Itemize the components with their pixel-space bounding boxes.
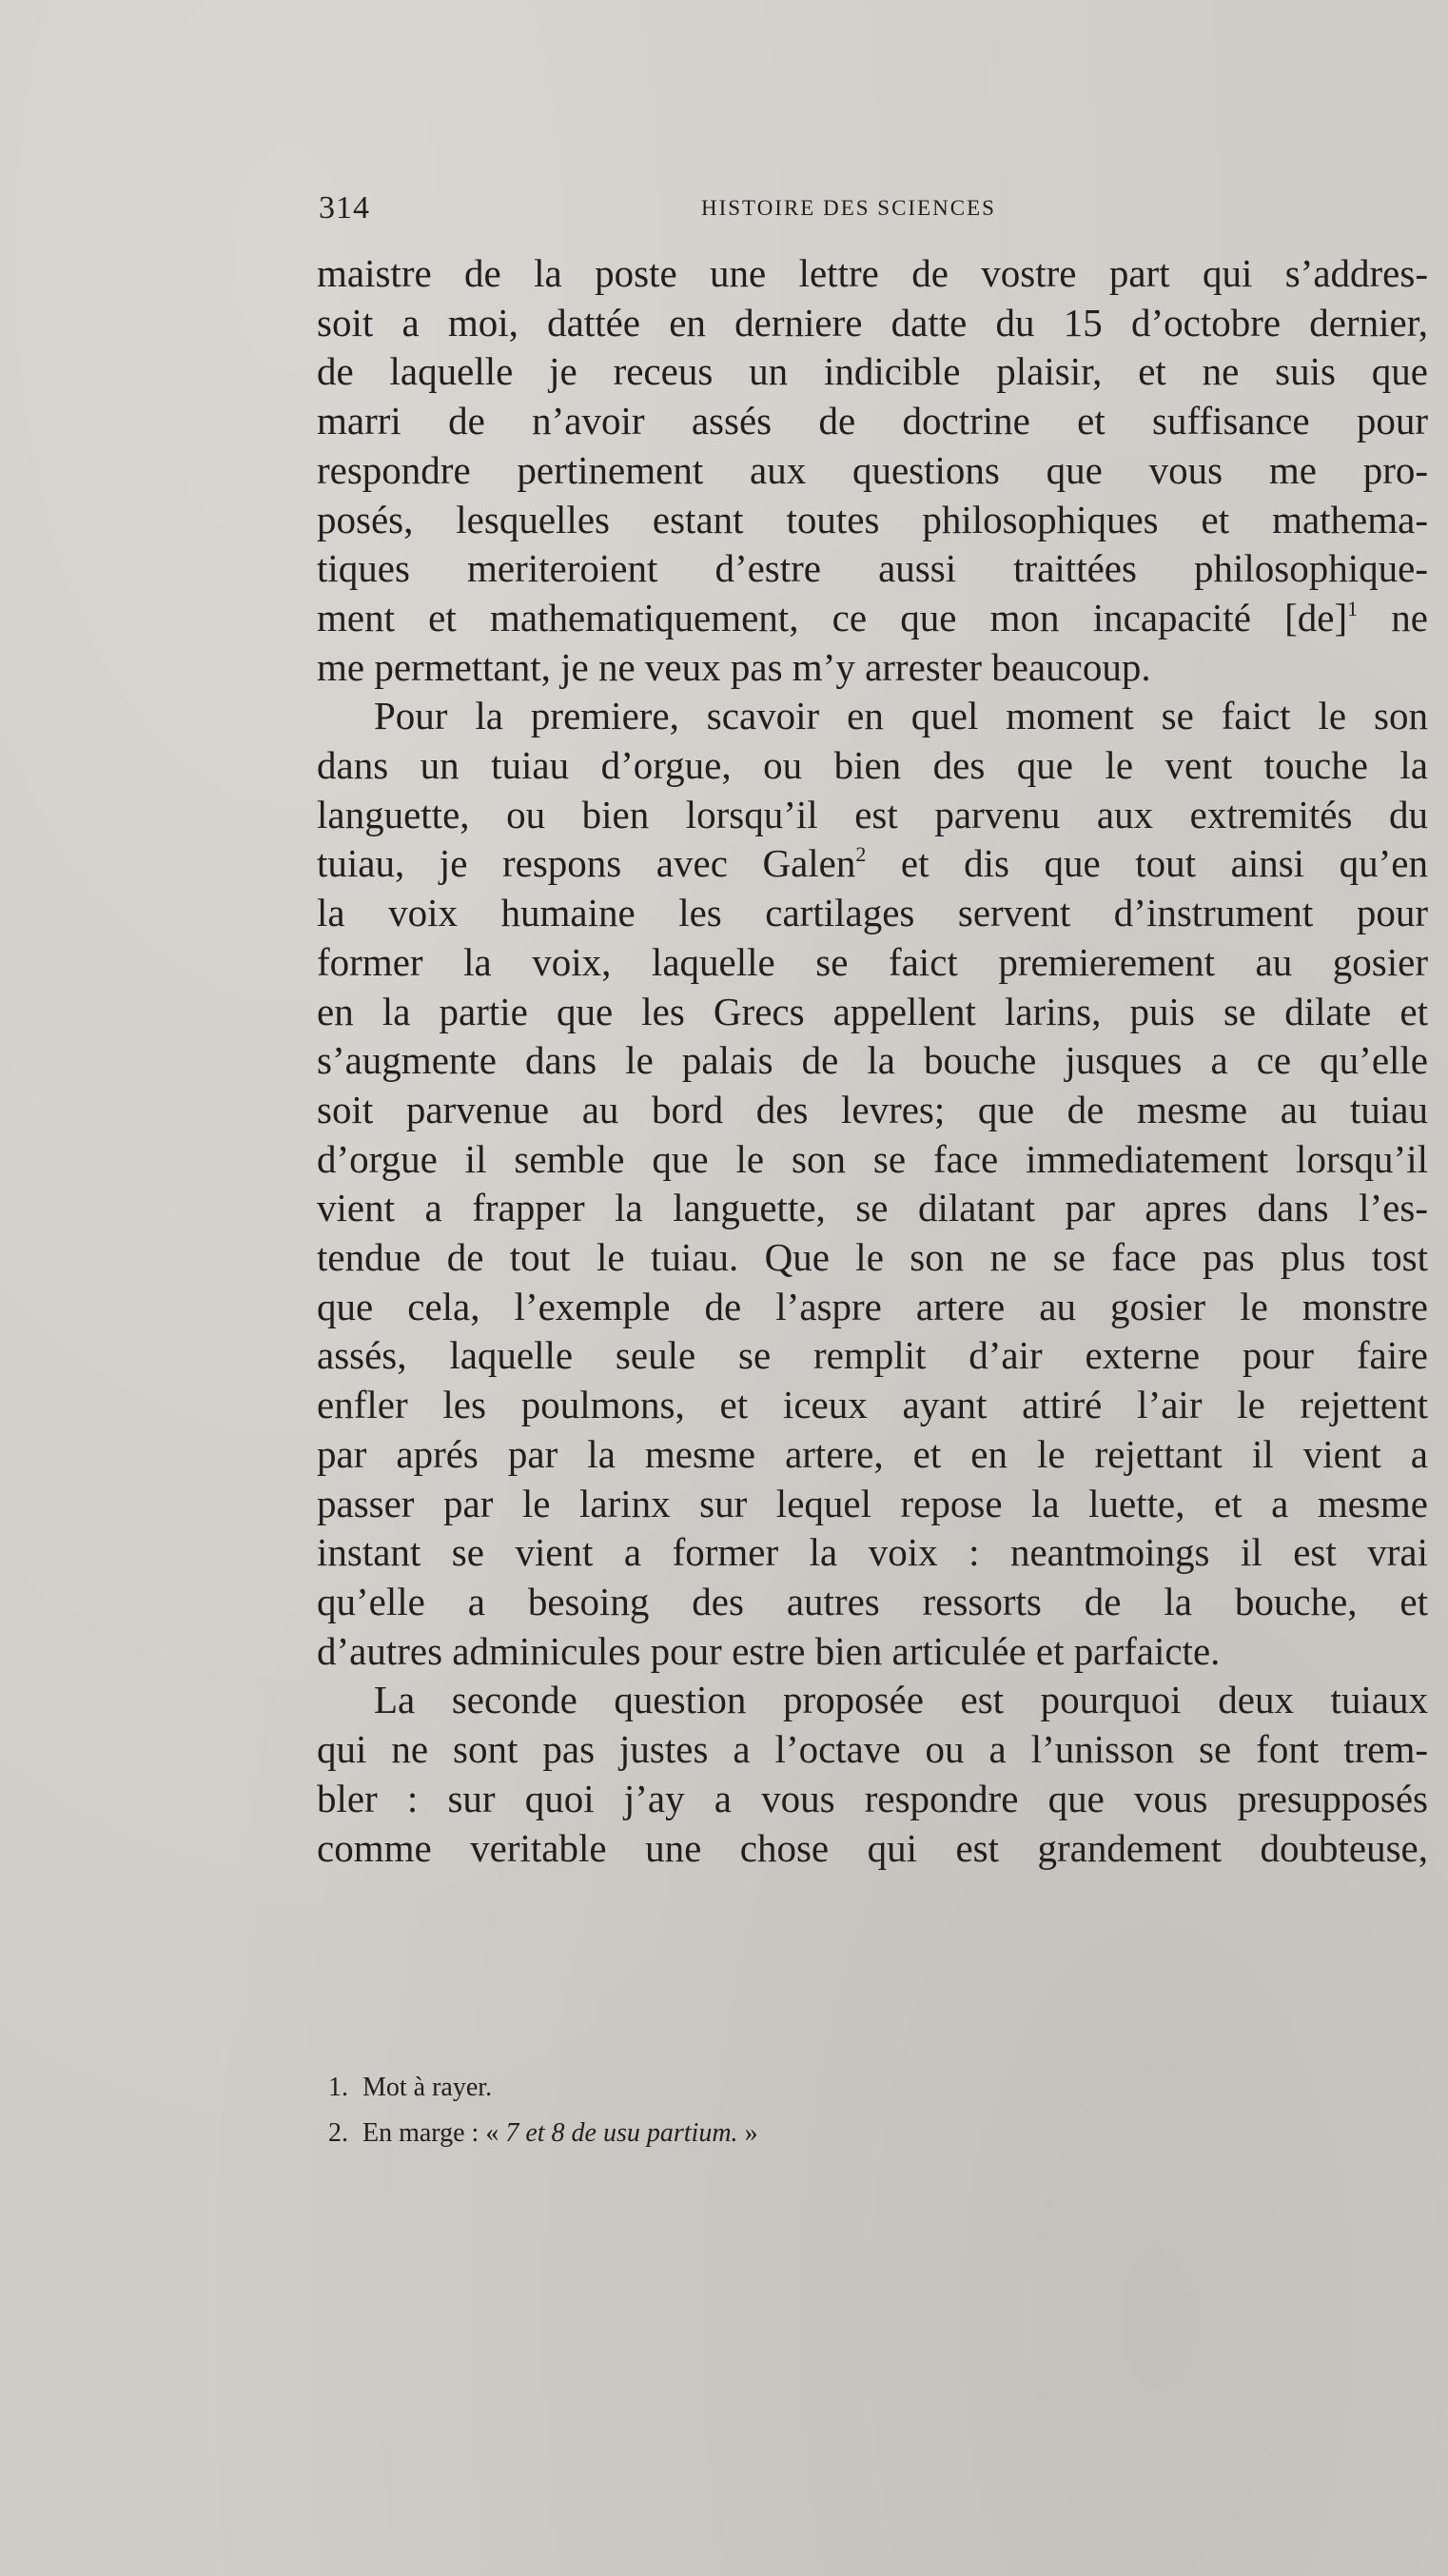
text-line: qui ne sont pas justes a l’octave ou a l’unisson se font trem-	[317, 1727, 1428, 1772]
footnote-ref-2: 2	[855, 842, 867, 867]
text-line: vient a frapper la languette, se dilatant par apres dans l’es-	[317, 1186, 1428, 1230]
text-line: instant se vient a former la voix : neantmoings il est vrai	[317, 1530, 1428, 1575]
footnotes	[328, 2065, 1375, 2156]
text-line: marri de n’avoir assés de doctrine et suffisance pour	[317, 399, 1428, 443]
footnote-1	[328, 2065, 1375, 2111]
text-line: que cela, l’exemple de l’aspre artere au gosier le monstre	[317, 1284, 1428, 1328]
text-line: s’augmente dans le palais de la bouche jusques a ce qu’elle	[317, 1038, 1428, 1083]
text-line: maistre de la poste une lettre de vostre part qui s’addres-	[317, 251, 1428, 295]
text-line: passer par le larinx sur lequel repose la luette, et a mesme	[317, 1481, 1428, 1525]
running-head	[319, 190, 1427, 238]
text-line: en la partie que les Grecs appellent larins, puis se dilate et	[317, 989, 1428, 1033]
text-line: d’autres adminicules pour estre bien articulée et parfaicte.	[317, 1628, 1221, 1673]
text-line: former la voix, laquelle se faict premierement au gosier	[317, 939, 1428, 984]
text-line: tiques meriteroient d’estre aussi traittées philosophique-	[317, 546, 1428, 591]
text-line: la voix humaine les cartilages servent d’instrument pour	[317, 891, 1428, 935]
text-line: Pour la premiere, scavoir en quel moment se faict le son	[374, 694, 1428, 738]
text-line: comme veritable une chose qui est grandement doubteuse,	[317, 1825, 1428, 1870]
footnote-text-end: »	[737, 2118, 758, 2148]
text-line: respondre pertinement aux questions que vous me pro-	[317, 447, 1428, 492]
text-line: par aprés par la mesme artere, et en le rejettant il vient a	[317, 1431, 1428, 1476]
text-line: soit a moi, dattée en derniere datte du 15 d’octobre dernier,	[317, 300, 1428, 344]
text-line: assés, laquelle seule se remplit d’air externe pour faire	[317, 1333, 1428, 1378]
text-line: qu’elle a besoing des autres ressorts de la bouche, et	[317, 1579, 1428, 1623]
text-line: languette, ou bien lorsqu’il est parvenu aux extremités du	[317, 792, 1428, 836]
footnote-ref-1: 1	[1347, 596, 1359, 620]
text-line: d’orgue il semble que le son se face immediatement lorsqu’il	[317, 1136, 1428, 1181]
text-line: ment et mathematiquement, ce que mon incapacité [de]$^1$ ne	[317, 595, 1428, 639]
page-number: 314	[319, 190, 370, 226]
text-line: de laquelle je receus un indicible plaisir, et ne suis que	[317, 349, 1428, 394]
footnote-number: 1.	[328, 2073, 348, 2102]
footnote-2	[328, 2111, 1375, 2156]
footnote-text: En marge : «	[362, 2118, 506, 2148]
text-line: tuiau, je respons avec Galen$^2$ et dis que tout ainsi qu’en	[317, 841, 1428, 886]
text-line: posés, lesquelles estant toutes philosophiques et mathema-	[317, 497, 1428, 541]
footnote-text: Mot à rayer.	[362, 2073, 493, 2102]
text-line: tendue de tout le tuiau. Que le son ne se face pas plus tost	[317, 1235, 1428, 1280]
text-line: enfler les poulmons, et iceux ayant attiré l’air le rejettent	[317, 1383, 1428, 1427]
footnote-number: 2.	[328, 2118, 348, 2148]
text-line: me permettant, je ne veux pas m’y arrester beaucoup.	[317, 644, 1151, 689]
text-line: La seconde question proposée est pourquoi deux tuiaux	[374, 1678, 1428, 1722]
body-text	[317, 249, 1428, 1873]
running-title: HISTOIRE DES SCIENCES	[701, 196, 996, 220]
text-line: soit parvenue au bord des levres; que de mesme au tuiau	[317, 1087, 1428, 1131]
footnote-citation: 7 et 8 de usu partium.	[505, 2118, 738, 2148]
text-line: dans un tuiau d’orgue, ou bien des que le vent touche la	[317, 743, 1428, 788]
text-line: bler : sur quoi j’ay a vous respondre que vous presupposés	[317, 1776, 1428, 1820]
